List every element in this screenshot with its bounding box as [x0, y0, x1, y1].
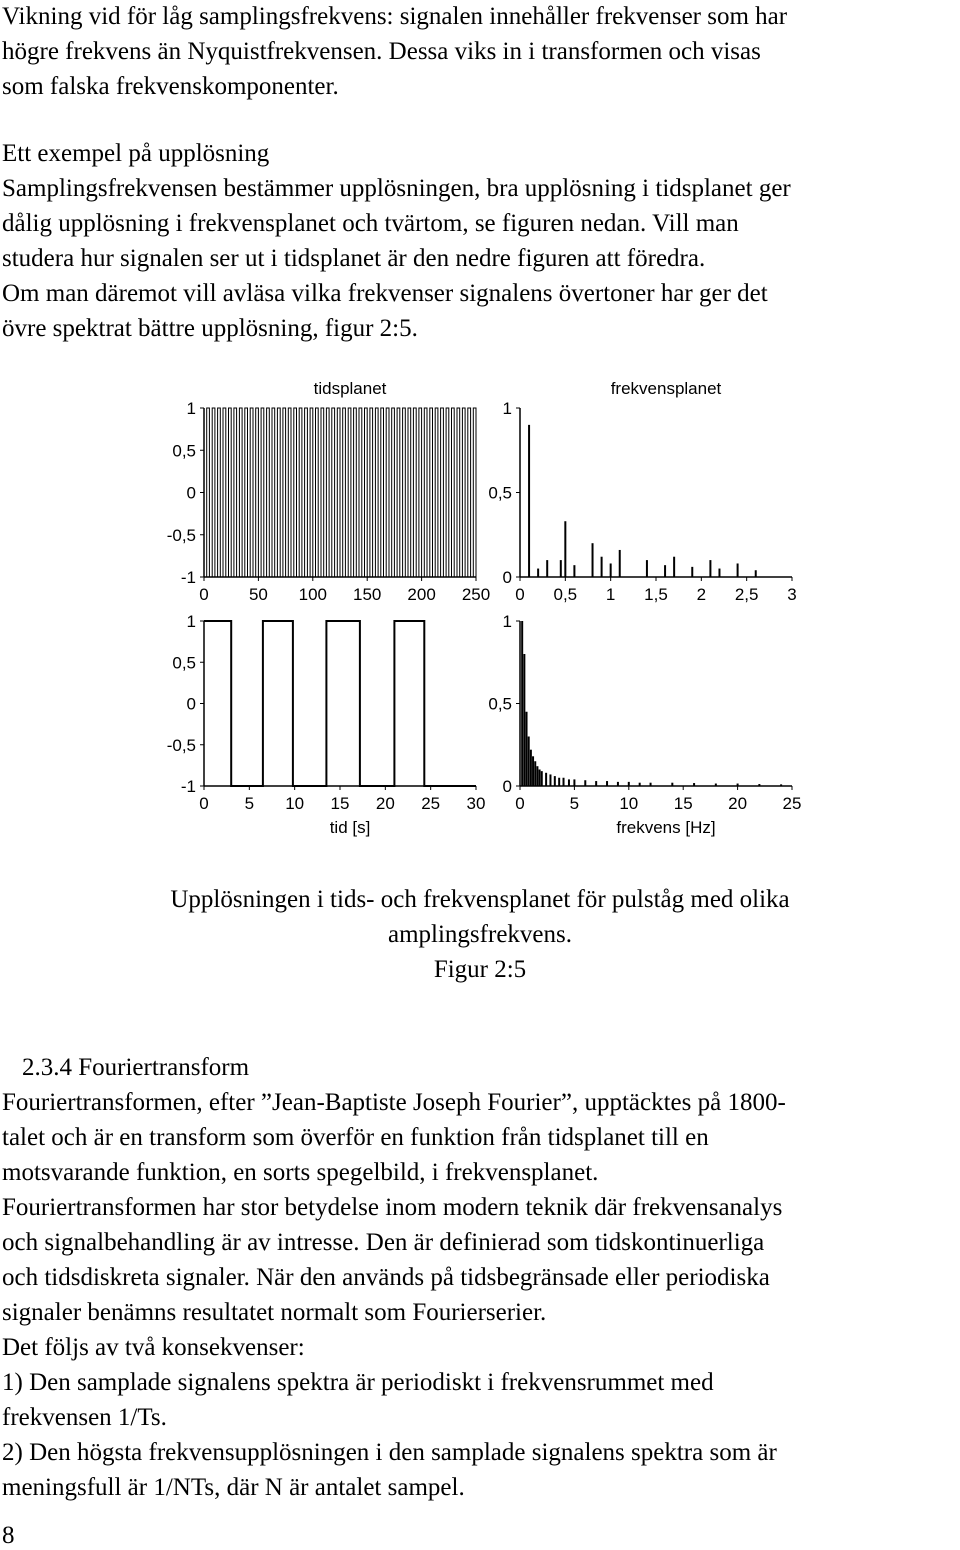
x-tick-label: 5	[569, 794, 580, 813]
y-tick-label: -0,5	[166, 735, 196, 755]
x-tick-label: 20	[728, 794, 748, 813]
y-tick-label: 1	[186, 399, 196, 418]
y-tick-label: 1	[186, 612, 196, 631]
text-line: frekvensen 1/Ts.	[2, 1404, 167, 1431]
x-tick-label: 30	[466, 794, 486, 813]
x-tick-label: 250	[461, 585, 491, 604]
signal-line	[204, 408, 476, 577]
text-line: som falska frekvenskomponenter.	[2, 73, 339, 100]
x-tick-label: 15	[673, 794, 693, 813]
page-number: 8	[2, 1522, 15, 1549]
text-line: Fouriertransformen har stor betydelse inom modern teknik där frekvensanalys	[2, 1194, 783, 1221]
x-axis-label: frekvens [Hz]	[616, 818, 716, 837]
x-tick-label: 5	[244, 794, 255, 813]
text-line: meningsfull är 1/NTs, där N är antalet sampel.	[2, 1474, 465, 1501]
y-tick-label: -1	[180, 568, 196, 587]
section-heading: 2.3.4 Fouriertransform	[22, 1054, 250, 1081]
x-tick-label: 10	[619, 794, 639, 813]
text-line: Fouriertransformen, efter ”Jean-Baptiste Joseph Fourier”, upptäcktes på 1800-	[2, 1089, 786, 1116]
y-tick-label: 0,5	[488, 483, 512, 503]
y-tick-label: 0	[502, 777, 512, 796]
plot-frekvensplanet-bottom	[488, 612, 801, 837]
y-tick-label: 0	[186, 483, 196, 503]
y-tick-label: -0,5	[166, 525, 196, 545]
plot-frekvensplanet-top	[488, 379, 796, 604]
plot-tidsplanet-bottom	[167, 612, 486, 837]
x-tick-label: 0	[515, 585, 525, 604]
y-tick-label: 0,5	[172, 441, 196, 461]
y-tick-label: 0	[502, 568, 512, 587]
x-tick-label: 150	[353, 585, 382, 604]
text-line: talet och är en transform som överför en funktion från tidsplanet till en	[2, 1124, 709, 1151]
text-line: Vikning vid för låg samplingsfrekvens: signalen innehåller frekvenser som har	[2, 3, 788, 30]
x-tick-label: 3	[787, 585, 797, 604]
text-line: högre frekvens än Nyquistfrekvensen. Dessa viks in i transformen och visas	[2, 38, 761, 65]
x-tick-label: 50	[248, 585, 268, 604]
plot-tidsplanet-top	[167, 379, 490, 604]
x-tick-label: 15	[330, 794, 350, 813]
text-line: och tidsdiskreta signaler. När den används på tidsbegränsade eller periodiska	[2, 1264, 770, 1291]
x-tick-label: 1	[605, 585, 616, 604]
chart-title: tidsplanet	[313, 379, 387, 398]
x-tick-label: 0	[515, 794, 525, 813]
x-tick-label: 1,5	[644, 585, 668, 604]
x-tick-label: 20	[375, 794, 395, 813]
signal-line	[204, 621, 476, 786]
x-tick-label: 10	[285, 794, 305, 813]
caption-line: amplingsfrekvens.	[388, 921, 572, 948]
list-item: 1) Den samplade signalens spektra är periodiskt i frekvensrummet med	[2, 1369, 714, 1396]
text-line: Samplingsfrekvensen bestämmer upplösningen, bra upplösning i tidsplanet ger	[2, 175, 791, 202]
figure-label: Figur 2:5	[433, 956, 527, 983]
text-line: övre spektrat bättre upplösning, figur 2:5.	[2, 315, 418, 342]
x-tick-label: 0	[199, 585, 209, 604]
x-tick-label: 100	[298, 585, 327, 604]
text-line: signaler benämns resultatet normalt som Fourierserier.	[2, 1299, 547, 1326]
y-tick-label: 0	[186, 694, 196, 714]
x-tick-label: 25	[782, 794, 802, 813]
x-tick-label: 2	[696, 585, 707, 604]
caption-line: Upplösningen i tids- och frekvensplanet för pulståg med olika	[170, 886, 790, 913]
x-tick-label: 0	[199, 794, 209, 813]
paragraph-heading: Ett exempel på upplösning	[2, 140, 270, 167]
y-tick-label: 1	[502, 399, 512, 418]
x-tick-label: 2,5	[734, 585, 759, 604]
y-tick-label: 0,5	[488, 694, 512, 714]
x-tick-label: 25	[421, 794, 441, 813]
x-axis-label: tid [s]	[329, 818, 371, 837]
x-tick-label: 0,5	[553, 585, 578, 604]
text-line: motsvarande funktion, en sorts spegelbild, i frekvensplanet.	[2, 1159, 599, 1186]
y-tick-label: 0,5	[172, 653, 196, 673]
text-line: dålig upplösning i frekvensplanet och tvärtom, se figuren nedan. Vill man	[2, 210, 739, 237]
x-tick-label: 200	[407, 585, 436, 604]
y-tick-label: 1	[502, 612, 512, 631]
y-tick-label: -1	[180, 777, 196, 796]
text-line: Det följs av två konsekvenser:	[2, 1334, 305, 1361]
list-item: 2) Den högsta frekvensupplösningen i den samplade signalens spektra som är	[2, 1439, 777, 1466]
chart-title: frekvensplanet	[610, 379, 722, 398]
text-line: Om man däremot vill avläsa vilka frekvenser signalens övertoner har ger det	[2, 280, 768, 307]
figure-2-5	[0, 370, 960, 850]
text-line: studera hur signalen ser ut i tidsplanet är den nedre figuren att föredra.	[2, 245, 706, 272]
text-line: och signalbehandling är av intresse. Den är definierad som tidskontinuerliga	[2, 1229, 765, 1256]
